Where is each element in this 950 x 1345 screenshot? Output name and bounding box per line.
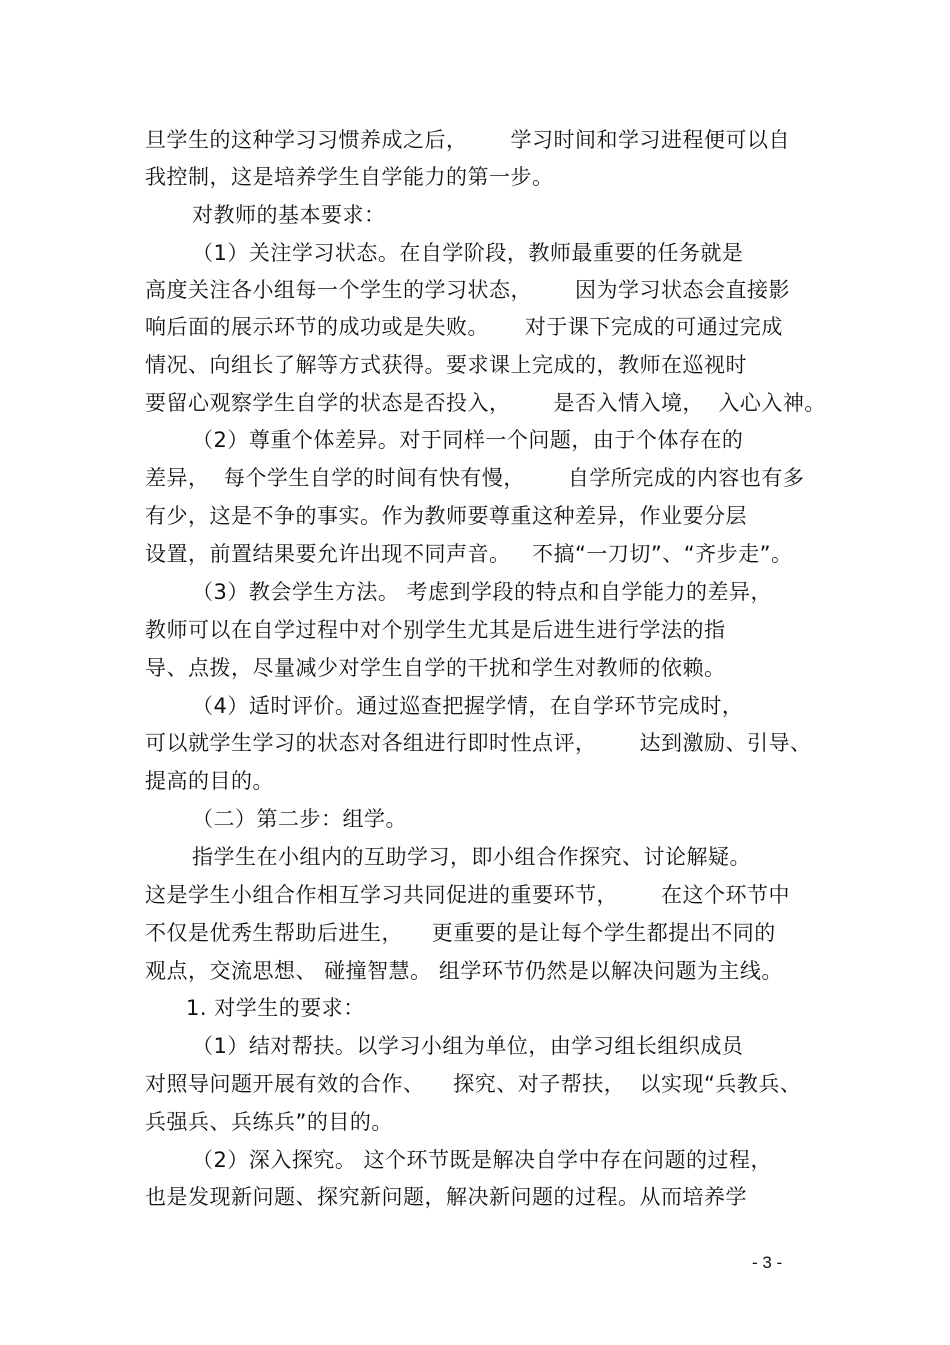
text-line: （2）尊重个体差异。对于同样一个问题，由于个体存在的 — [192, 428, 744, 452]
text-line: 兵强兵、兵练兵”的目的。 — [145, 1110, 393, 1134]
text-line: 对教师的基本要求： — [192, 203, 386, 227]
text-line: 设置，前置结果要允许出现不同声音。 不搞“一刀切”、“齐步走”。 — [145, 542, 793, 566]
page-number: - 3 - — [752, 1253, 783, 1272]
text-line: 观点，交流思想、 碰撞智慧。 组学环节仍然是以解决问题为主线。 — [145, 959, 783, 983]
text-line: 这是学生小组合作相互学习共同促进的重要环节， 在这个环节中 — [145, 883, 791, 907]
text-line: 导、点拨，尽量减少对学生自学的干扰和学生对教师的依赖。 — [145, 656, 726, 680]
text-line: 对照导问题开展有效的合作、 探究、对子帮扶， 以实现“兵教兵、 — [145, 1072, 802, 1096]
text-line: 不仅是优秀生帮助后进生， 更重要的是让每个学生都提出不同的 — [145, 921, 776, 945]
text-line: （4）适时评价。通过巡查把握学情，在自学环节完成时， — [192, 694, 744, 718]
text-line: 响后面的展示环节的成功或是失败。 对于课下完成的可通过完成 — [145, 315, 783, 339]
text-line: （1）关注学习状态。在自学阶段，教师最重要的任务就是 — [192, 241, 744, 265]
text-line: （3）教会学生方法。 考虑到学段的特点和自学能力的差异， — [192, 580, 773, 604]
text-line: 1. 对学生的要求： — [186, 996, 365, 1020]
text-line: （二）第二步：组学。 — [192, 807, 407, 831]
text-line: 指学生在小组内的互助学习，即小组合作探究、讨论解疑。 — [192, 845, 751, 869]
text-line: 有少，这是不争的事实。作为教师要尊重这种差异，作业要分层 — [145, 504, 747, 528]
text-line: 要留心观察学生自学的状态是否投入， 是否入情入境， 入心入神。 — [145, 391, 826, 415]
text-line: （1）结对帮扶。以学习小组为单位，由学习组长组织成员 — [192, 1034, 744, 1058]
text-line: 提高的目的。 — [145, 769, 274, 793]
text-line: 旦学生的这种学习习惯养成之后， 学习时间和学习进程便可以自 — [145, 128, 791, 152]
text-line: 我控制，这是培养学生自学能力的第一步。 — [145, 165, 554, 189]
text-line: 情况、向组长了解等方式获得。要求课上完成的，教师在巡视时 — [145, 353, 747, 377]
text-line: 差异， 每个学生自学的时间有快有慢， 自学所完成的内容也有多 — [145, 466, 805, 490]
text-line: （2）深入探究。 这个环节既是解决自学中存在问题的过程， — [192, 1148, 773, 1172]
text-line: 教师可以在自学过程中对个别学生尤其是后进生进行学法的指 — [145, 618, 726, 642]
text-line: 高度关注各小组每一个学生的学习状态， 因为学习状态会直接影 — [145, 278, 791, 302]
text-line: 可以就学生学习的状态对各组进行即时性点评， 达到激励、引导、 — [145, 731, 812, 755]
text-line: 也是发现新问题、探究新问题，解决新问题的过程。从而培养学 — [145, 1185, 747, 1209]
